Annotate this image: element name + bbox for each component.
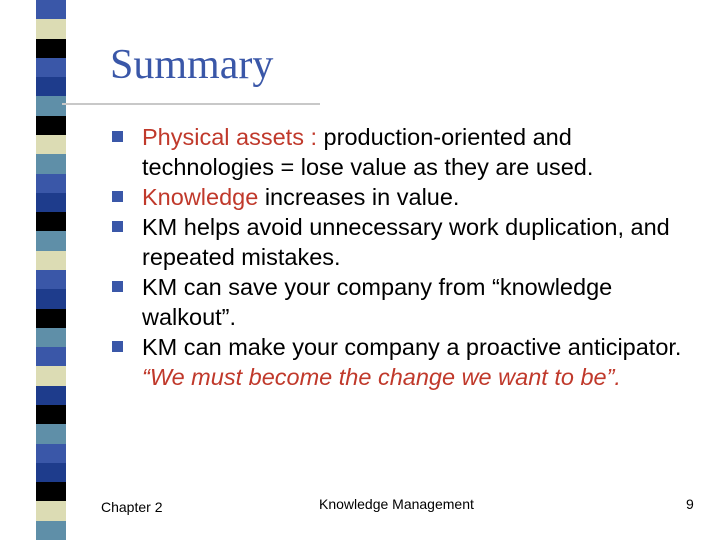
bullet-list: [112, 122, 702, 392]
footer-page-number: 9: [686, 496, 694, 512]
square-bullet-icon: [112, 221, 123, 232]
square-bullet-icon: [112, 281, 123, 292]
strip-block: [36, 521, 66, 540]
strip-block: [36, 501, 66, 521]
strip-block: [36, 19, 66, 39]
strip-block: [36, 212, 66, 232]
bullet-quote: “We must become the change we want to be”.: [142, 364, 621, 390]
strip-block: [36, 386, 66, 406]
strip-block: [36, 116, 66, 136]
bullet-text: production-oriented and technologies = lose value as they are used.: [142, 124, 594, 180]
strip-block: [36, 193, 66, 213]
footer-title: Knowledge Management: [319, 496, 474, 512]
strip-block: [36, 424, 66, 444]
strip-block: [36, 347, 66, 367]
bullet-text: KM can save your company from “knowledge walkout”.: [142, 274, 613, 330]
decorative-color-strip: [36, 0, 66, 540]
strip-block: [36, 482, 66, 502]
square-bullet-icon: [112, 131, 123, 142]
strip-block: [36, 174, 66, 194]
strip-block: [36, 231, 66, 251]
strip-block: [36, 405, 66, 425]
bullet-item: [112, 122, 702, 182]
bullet-item: [112, 212, 702, 272]
bullet-item: [112, 182, 702, 212]
square-bullet-icon: [112, 341, 123, 352]
bullet-emphasis: Knowledge: [142, 184, 265, 210]
strip-block: [36, 366, 66, 386]
title-divider: [62, 103, 320, 105]
strip-block: [36, 270, 66, 290]
bullet-item: [112, 332, 702, 392]
strip-block: [36, 309, 66, 329]
bullet-emphasis: Physical assets :: [142, 124, 324, 150]
bullet-text: increases in value.: [264, 184, 460, 210]
strip-block: [36, 328, 66, 348]
strip-block: [36, 463, 66, 483]
square-bullet-icon: [112, 191, 123, 202]
strip-block: [36, 39, 66, 59]
strip-block: [36, 0, 66, 20]
bullet-item: [112, 272, 702, 332]
bullet-text: KM can make your company a proactive anticipator.: [142, 334, 682, 360]
strip-block: [36, 444, 66, 464]
slide-title: Summary: [110, 42, 274, 88]
strip-block: [36, 77, 66, 97]
footer-chapter: Chapter 2: [101, 499, 163, 515]
strip-block: [36, 58, 66, 78]
strip-block: [36, 135, 66, 155]
strip-block: [36, 154, 66, 174]
bullet-text: KM helps avoid unnecessary work duplication, and repeated mistakes.: [142, 214, 670, 270]
strip-block: [36, 289, 66, 309]
strip-block: [36, 251, 66, 271]
strip-block: [36, 96, 66, 116]
